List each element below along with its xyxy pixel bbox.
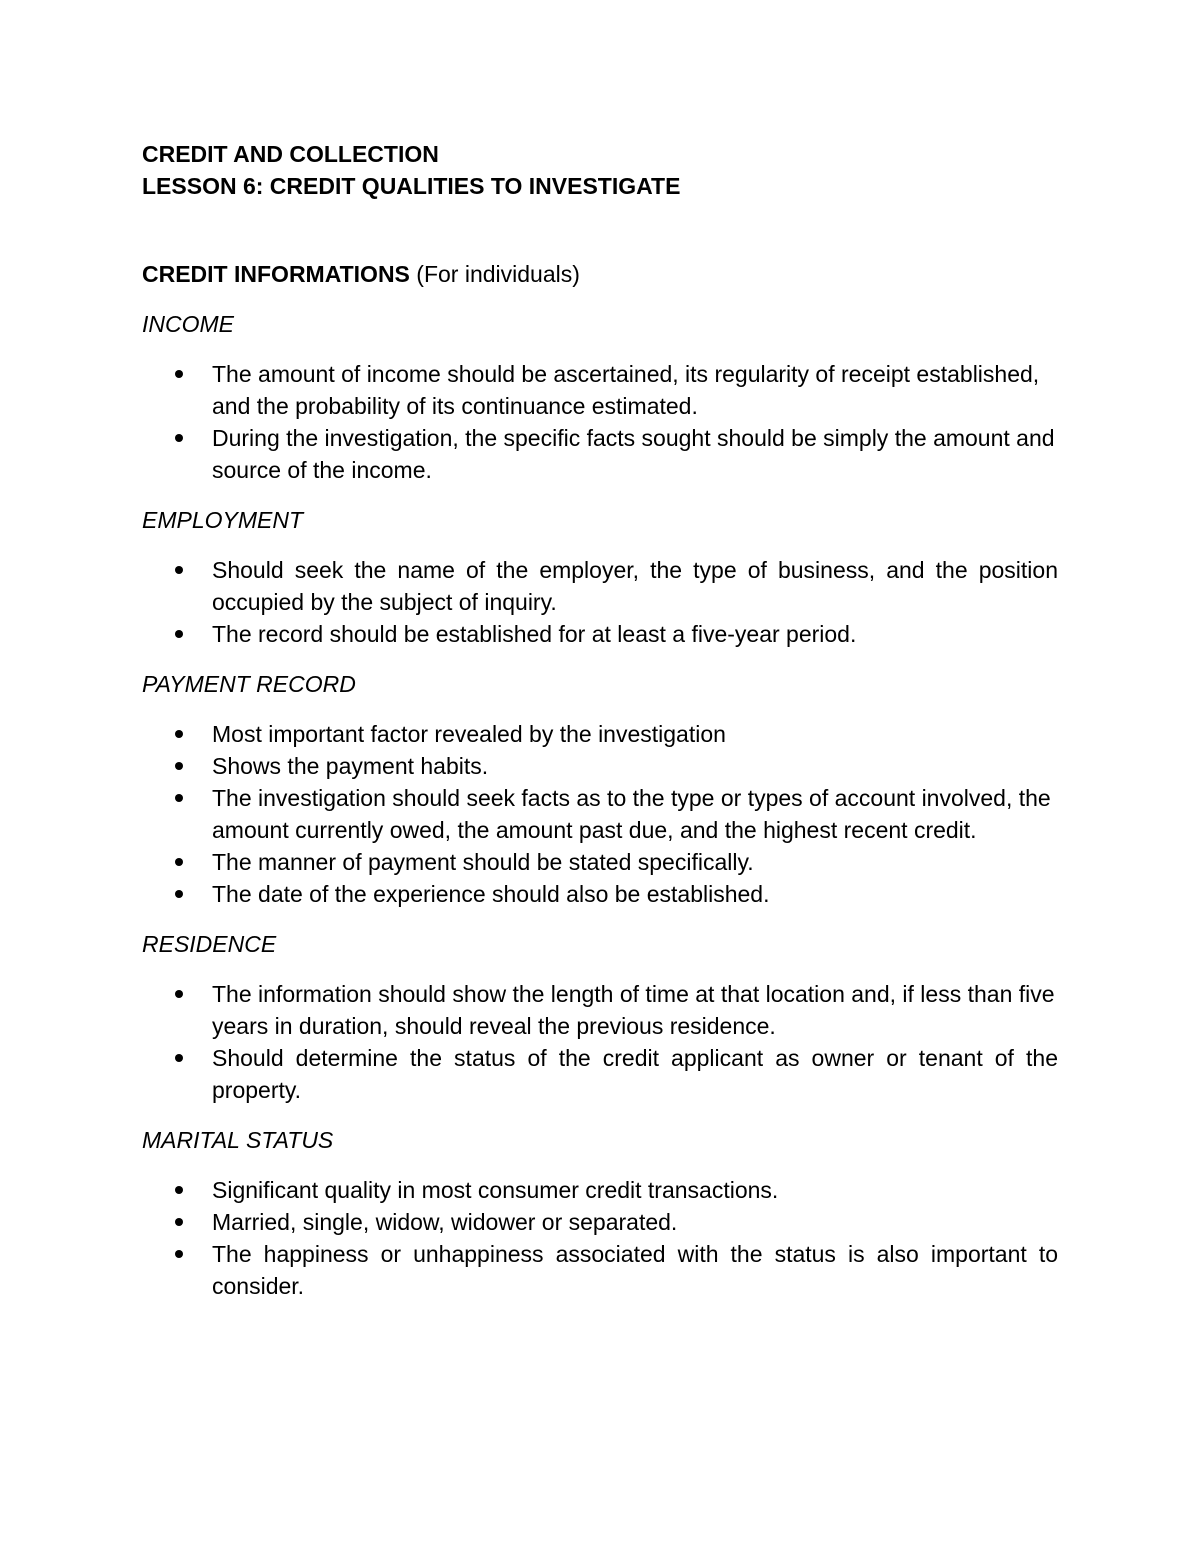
section-title-marital-status: MARITAL STATUS <box>142 1127 334 1153</box>
list-item: The happiness or unhappiness associated with the status is also important to consider. <box>142 1238 1058 1302</box>
bullet-icon <box>175 1218 183 1226</box>
section-title-employment: EMPLOYMENT <box>142 507 304 533</box>
bullet-icon <box>175 566 183 574</box>
list-item: Should determine the status of the credit applicant as owner or tenant of the property. <box>142 1042 1058 1106</box>
lesson-title: LESSON 6: CREDIT QUALITIES TO INVESTIGATE <box>142 173 681 199</box>
list-item: The information should show the length of time at that location and, if less than five years in duration, should reveal the previous residence. <box>142 978 1058 1042</box>
bullet-icon <box>175 730 183 738</box>
subheading-bold: CREDIT INFORMATIONS <box>142 261 410 287</box>
section-title-residence: RESIDENCE <box>142 931 277 957</box>
list-item: During the investigation, the specific facts sought should be simply the amount and source of the income. <box>142 422 1058 486</box>
bullet-icon <box>175 890 183 898</box>
bullet-icon <box>175 630 183 638</box>
bullet-icon <box>175 794 183 802</box>
credit-informations-heading <box>142 258 1058 290</box>
list-item: Most important factor revealed by the investigation <box>142 718 1058 750</box>
employment-list <box>142 554 1058 650</box>
list-item: Married, single, widow, widower or separated. <box>142 1206 1058 1238</box>
bullet-icon <box>175 370 183 378</box>
payment-record-list <box>142 718 1058 910</box>
list-item: Should seek the name of the employer, the type of business, and the position occupied by the subject of inquiry. <box>142 554 1058 618</box>
bullet-icon <box>175 1054 183 1062</box>
subheading-note: (For individuals) <box>409 261 580 287</box>
document-page <box>142 138 1058 1302</box>
list-item: Shows the payment habits. <box>142 750 1058 782</box>
bullet-icon <box>175 762 183 770</box>
section-title-payment-record: PAYMENT RECORD <box>142 671 356 697</box>
income-list <box>142 358 1058 486</box>
residence-list <box>142 978 1058 1106</box>
marital-status-list <box>142 1174 1058 1302</box>
bullet-icon <box>175 990 183 998</box>
course-title: CREDIT AND COLLECTION <box>142 141 439 167</box>
bullet-icon <box>175 434 183 442</box>
list-item: The manner of payment should be stated specifically. <box>142 846 1058 878</box>
list-item: The amount of income should be ascertained, its regularity of receipt established, and the probability of its continuance estimated. <box>142 358 1058 422</box>
list-item: The record should be established for at least a five-year period. <box>142 618 1058 650</box>
list-item: Significant quality in most consumer credit transactions. <box>142 1174 1058 1206</box>
list-item: The date of the experience should also be established. <box>142 878 1058 910</box>
list-item: The investigation should seek facts as to the type or types of account involved, the amount currently owed, the amount past due, and the highest recent credit. <box>142 782 1058 846</box>
bullet-icon <box>175 1186 183 1194</box>
section-title-income: INCOME <box>142 311 234 337</box>
bullet-icon <box>175 1250 183 1258</box>
bullet-icon <box>175 858 183 866</box>
